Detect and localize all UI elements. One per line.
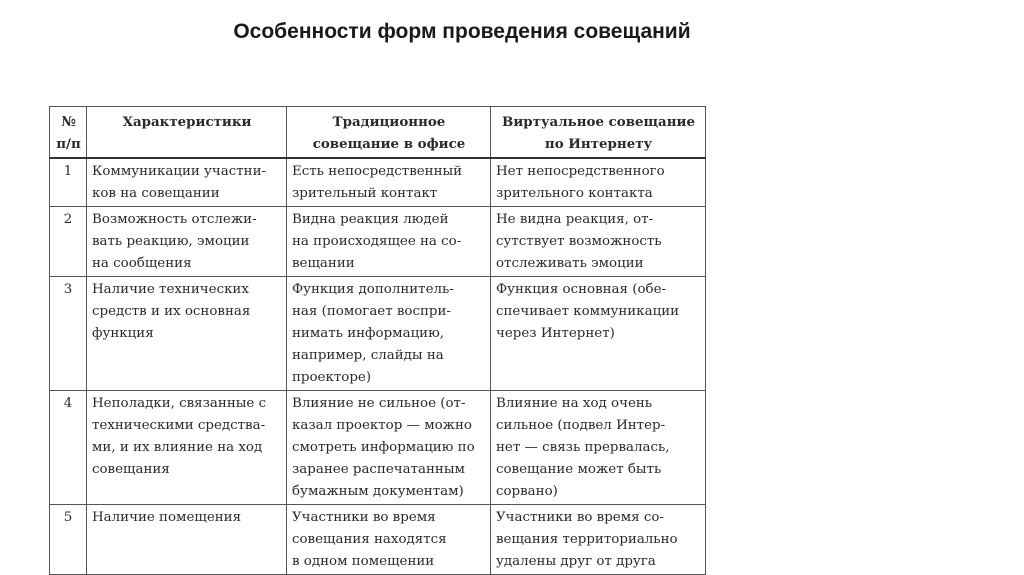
header-line: совещание в офисе xyxy=(312,136,466,152)
cell-line: нет — связь прервалась, xyxy=(496,440,670,455)
cell-line: Не видна реакция, от- xyxy=(496,212,654,227)
row-number: 3 xyxy=(50,277,87,391)
cell-line: Участники во время со- xyxy=(496,510,664,525)
table-row xyxy=(50,391,706,505)
cell-line: сутствует возможность xyxy=(496,234,662,249)
cell-line: зрительного контакта xyxy=(496,186,653,201)
cell-line: зрительный контакт xyxy=(292,186,438,201)
header-line: Традиционное xyxy=(332,114,446,130)
header-number xyxy=(50,107,87,159)
cell-line: совещания xyxy=(92,462,170,477)
cell-line: Участники во время xyxy=(292,510,436,525)
header-line: № xyxy=(61,114,76,130)
cell-characteristic xyxy=(87,391,287,505)
cell-line: Есть непосредственный xyxy=(292,164,463,179)
table-row xyxy=(50,505,706,575)
cell-line: вещания территориально xyxy=(496,532,678,547)
cell-line: Наличие технических xyxy=(92,282,249,297)
cell-line: вещании xyxy=(292,256,355,271)
table-row xyxy=(50,277,706,391)
cell-line: Функция основная (обе- xyxy=(496,282,667,297)
cell-line: ков на совещании xyxy=(92,186,220,201)
cell-line: техническими средства- xyxy=(92,418,266,433)
cell-line: отслеживать эмоции xyxy=(496,256,644,271)
cell-characteristic xyxy=(87,277,287,391)
table-header-row xyxy=(50,107,706,159)
cell-line: совещание может быть xyxy=(496,462,662,477)
header-traditional xyxy=(287,107,491,159)
table-row xyxy=(50,207,706,277)
cell-line: на сообщения xyxy=(92,256,192,271)
cell-traditional xyxy=(287,505,491,575)
cell-line: Коммуникации участни- xyxy=(92,164,267,179)
cell-line: заранее распечатанным xyxy=(292,462,465,477)
row-number: 1 xyxy=(50,158,87,207)
cell-virtual xyxy=(491,505,706,575)
cell-line: Наличие помещения xyxy=(92,510,242,525)
cell-line: Неполадки, связанные с xyxy=(92,396,267,411)
cell-virtual xyxy=(491,391,706,505)
cell-line: сильное (подвел Интер- xyxy=(496,418,666,433)
cell-line: через Интернет) xyxy=(496,326,615,341)
cell-virtual xyxy=(491,158,706,207)
cell-line: удалены друг от друга xyxy=(496,554,656,569)
cell-line: Видна реакция людей xyxy=(292,212,449,227)
cell-traditional xyxy=(287,158,491,207)
page-title: Особенности форм проведения совещаний xyxy=(233,20,691,43)
cell-line: спечивает коммуникации xyxy=(496,304,680,319)
cell-traditional xyxy=(287,391,491,505)
cell-line: ная (помогает воспри- xyxy=(292,304,451,319)
header-virtual xyxy=(491,107,706,159)
cell-line: например, слайды на xyxy=(292,348,444,363)
cell-characteristic xyxy=(87,505,287,575)
cell-characteristic xyxy=(87,207,287,277)
table-row xyxy=(50,158,706,207)
row-number: 4 xyxy=(50,391,87,505)
cell-line: в одном помещении xyxy=(292,554,435,569)
cell-line: функция xyxy=(92,326,154,341)
cell-line: Влияние не сильное (от- xyxy=(292,396,466,411)
cell-line: сорвано) xyxy=(496,484,558,499)
cell-traditional xyxy=(287,277,491,391)
cell-virtual xyxy=(491,207,706,277)
cell-line: вать реакцию, эмоции xyxy=(92,234,250,249)
cell-line: Функция дополнитель- xyxy=(292,282,454,297)
header-characteristics xyxy=(87,107,287,159)
header-line: п/п xyxy=(56,136,81,152)
comparison-table xyxy=(49,106,706,575)
cell-line: проекторе) xyxy=(292,370,372,385)
cell-line: средств и их основная xyxy=(92,304,251,319)
cell-line: бумажным документам) xyxy=(292,484,464,499)
cell-characteristic xyxy=(87,158,287,207)
row-number: 5 xyxy=(50,505,87,575)
cell-line: нимать информацию, xyxy=(292,326,445,341)
cell-line: совещания находятся xyxy=(292,532,447,547)
cell-line: Нет непосредственного xyxy=(496,164,665,179)
row-number: 2 xyxy=(50,207,87,277)
cell-line: Влияние на ход очень xyxy=(496,396,653,411)
cell-line: Возможность отслежи- xyxy=(92,212,257,227)
header-line: Характеристики xyxy=(122,114,252,130)
cell-line: казал проектор — можно xyxy=(292,418,472,433)
cell-line: ми, и их влияние на ход xyxy=(92,440,263,455)
header-line: по Интернету xyxy=(544,136,653,152)
cell-line: на происходящее на со- xyxy=(292,234,462,249)
cell-line: смотреть информацию по xyxy=(292,440,475,455)
cell-traditional xyxy=(287,207,491,277)
cell-virtual xyxy=(491,277,706,391)
header-line: Виртуальное совещание xyxy=(502,114,695,130)
